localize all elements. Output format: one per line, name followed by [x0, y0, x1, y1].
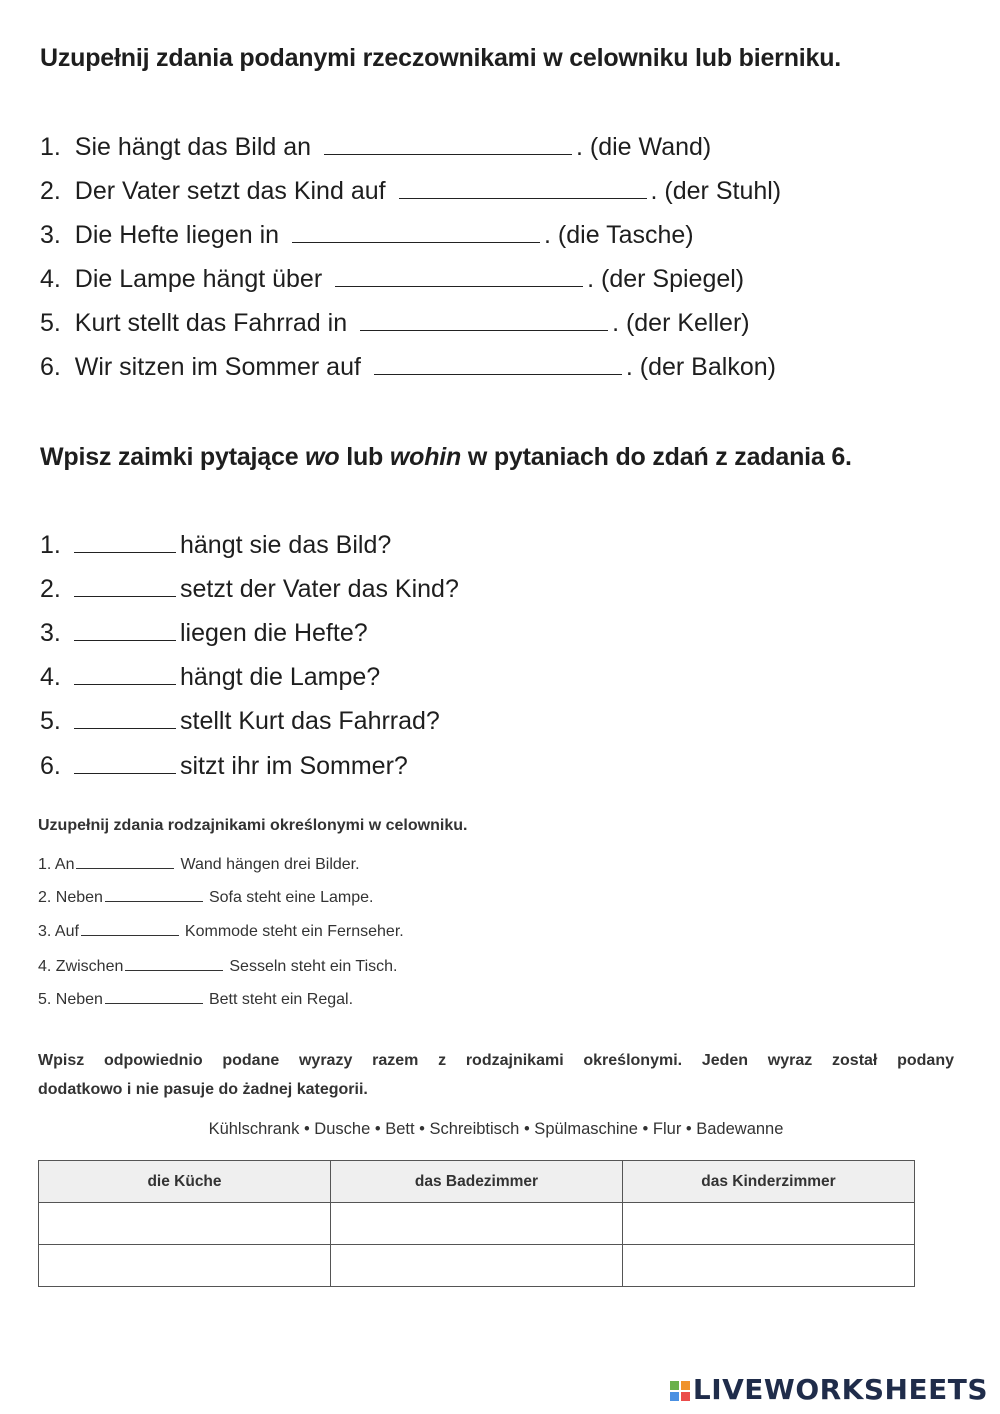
s1-item-text: Wir sitzen im Sommer auf [74, 353, 361, 381]
s2-answer-blank-5[interactable] [74, 727, 176, 729]
s3-item-pre: 3. Auf [38, 923, 79, 940]
s2-item-num: 3. [40, 619, 61, 647]
s2-item-1 [40, 531, 391, 560]
s1-answer-blank-2[interactable] [399, 197, 647, 199]
table-cell-kitchen-2[interactable] [39, 1245, 331, 1287]
s1-item-text: Der Vater setzt das Kind auf [74, 177, 386, 205]
s3-item-4 [38, 958, 397, 976]
s3-item-1 [38, 856, 360, 874]
s1-item-num: 6. [40, 353, 61, 381]
sorting-table [38, 1160, 915, 1287]
s2-item-text: hängt die Lampe? [180, 663, 381, 691]
table-cell-kids-room-2[interactable] [623, 1245, 915, 1287]
table-cell-bathroom-1[interactable] [331, 1203, 623, 1245]
s2-answer-blank-4[interactable] [74, 683, 176, 685]
s3-item-2 [38, 889, 374, 907]
table-row [39, 1245, 915, 1287]
s1-item-text: Sie hängt das Bild an [74, 133, 312, 161]
s3-item-post: Kommode steht ein Fernseher. [184, 923, 404, 940]
s3-item-post: Bett steht ein Regal. [208, 991, 354, 1008]
s1-answer-blank-1[interactable] [324, 153, 572, 155]
s3-answer-blank-3[interactable] [81, 935, 179, 936]
s1-item-hint: . (der Balkon) [625, 353, 776, 381]
s1-item-text: Kurt stellt das Fahrrad in [74, 309, 348, 337]
logo-mark-tile [670, 1381, 679, 1390]
s2-item-num: 1. [40, 531, 61, 559]
liveworksheets-logo [670, 1373, 988, 1406]
s3-item-post: Sofa steht eine Lampe. [208, 889, 374, 906]
s2-heading-part: Wpisz zaimki pytające [40, 443, 306, 471]
s3-item-pre: 4. Zwischen [38, 958, 124, 975]
s1-item-4 [40, 265, 744, 294]
table-cell-kitchen-1[interactable] [39, 1203, 331, 1245]
section4-heading-line2: dodatkowo i nie pasuje do żadnej kategorii. [38, 1081, 368, 1098]
s2-heading-wo: wo [305, 443, 340, 471]
s2-heading-part: lub [339, 443, 390, 471]
s1-item-6 [40, 353, 776, 382]
s3-answer-blank-1[interactable] [76, 868, 174, 869]
s1-item-1 [40, 133, 711, 162]
s1-item-5 [40, 309, 750, 338]
s3-item-5 [38, 991, 353, 1009]
section1-heading: Uzupełnij zdania podanymi rzeczownikami w celowniku lub bierniku. [40, 44, 842, 72]
s2-item-text: hängt sie das Bild? [180, 531, 392, 559]
s1-item-num: 4. [40, 265, 61, 293]
table-row [39, 1203, 915, 1245]
s1-answer-blank-4[interactable] [335, 285, 583, 287]
s1-item-hint: . (die Wand) [576, 133, 712, 161]
s1-item-num: 2. [40, 177, 61, 205]
s3-item-3 [38, 923, 404, 941]
s2-item-4 [40, 663, 380, 692]
s1-answer-blank-5[interactable] [360, 329, 608, 331]
s3-item-post: Wand hängen drei Bilder. [180, 856, 360, 873]
s2-item-6 [40, 752, 408, 781]
section4-heading-line1: Wpisz odpowiednio podane wyrazy razem z rodzajnikami określonymi. Jeden wyraz został podany [38, 1052, 954, 1069]
s1-item-num: 1. [40, 133, 61, 161]
s3-item-post: Sesseln steht ein Tisch. [229, 958, 398, 975]
s1-answer-blank-6[interactable] [374, 373, 622, 375]
s2-item-text: setzt der Vater das Kind? [180, 575, 459, 603]
s1-item-3 [40, 221, 694, 250]
s3-item-pre: 5. Neben [38, 991, 103, 1008]
logo-mark-tile [681, 1381, 690, 1390]
s2-answer-blank-2[interactable] [74, 595, 176, 597]
table-header-bathroom: das Badezimmer [331, 1161, 623, 1203]
s1-item-hint: . (der Spiegel) [587, 265, 745, 293]
s2-item-text: stellt Kurt das Fahrrad? [180, 707, 440, 735]
table-header-kids-room: das Kinderzimmer [623, 1161, 915, 1203]
s2-item-text: liegen die Hefte? [180, 619, 368, 647]
s2-answer-blank-6[interactable] [74, 772, 176, 774]
s2-item-num: 6. [40, 752, 61, 780]
logo-mark-tile [681, 1392, 690, 1401]
table-header-row [39, 1161, 915, 1203]
s1-item-num: 3. [40, 221, 61, 249]
s3-item-pre: 1. An [38, 856, 75, 873]
s3-answer-blank-2[interactable] [105, 901, 203, 902]
s1-answer-blank-3[interactable] [292, 241, 540, 243]
section2-heading [40, 443, 852, 472]
logo-mark-icon [670, 1381, 690, 1401]
s2-item-num: 4. [40, 663, 61, 691]
s1-item-hint: . (der Keller) [612, 309, 750, 337]
s2-item-num: 2. [40, 575, 61, 603]
table-cell-bathroom-2[interactable] [331, 1245, 623, 1287]
s1-item-num: 5. [40, 309, 61, 337]
s2-item-3 [40, 619, 368, 648]
logo-mark-tile [670, 1392, 679, 1401]
s1-item-text: Die Lampe hängt über [74, 265, 323, 293]
s2-heading-part: w pytaniach do zdań z zadania 6. [461, 443, 852, 471]
s3-answer-blank-4[interactable] [125, 970, 223, 971]
s1-item-hint: . (die Tasche) [544, 221, 694, 249]
s1-item-hint: . (der Stuhl) [650, 177, 782, 205]
s1-item-2 [40, 177, 781, 206]
s2-heading-wohin: wohin [389, 443, 462, 471]
table-header-kitchen: die Küche [39, 1161, 331, 1203]
logo-text: LIVEWORKSHEETS [692, 1373, 988, 1406]
s1-item-text: Die Hefte liegen in [74, 221, 280, 249]
s3-item-pre: 2. Neben [38, 889, 103, 906]
s2-item-5 [40, 707, 440, 736]
table-cell-kids-room-1[interactable] [623, 1203, 915, 1245]
word-bank: Kühlschrank • Dusche • Bett • Schreibtisch • Spülmaschine • Flur • Badewanne [208, 1120, 784, 1138]
s2-answer-blank-1[interactable] [74, 551, 176, 553]
s2-item-text: sitzt ihr im Sommer? [180, 752, 408, 780]
s2-answer-blank-3[interactable] [74, 639, 176, 641]
section3-heading: Uzupełnij zdania rodzajnikami określonymi w celowniku. [38, 817, 468, 834]
s2-item-2 [40, 575, 459, 604]
s2-item-num: 5. [40, 707, 61, 735]
s3-answer-blank-5[interactable] [105, 1003, 203, 1004]
